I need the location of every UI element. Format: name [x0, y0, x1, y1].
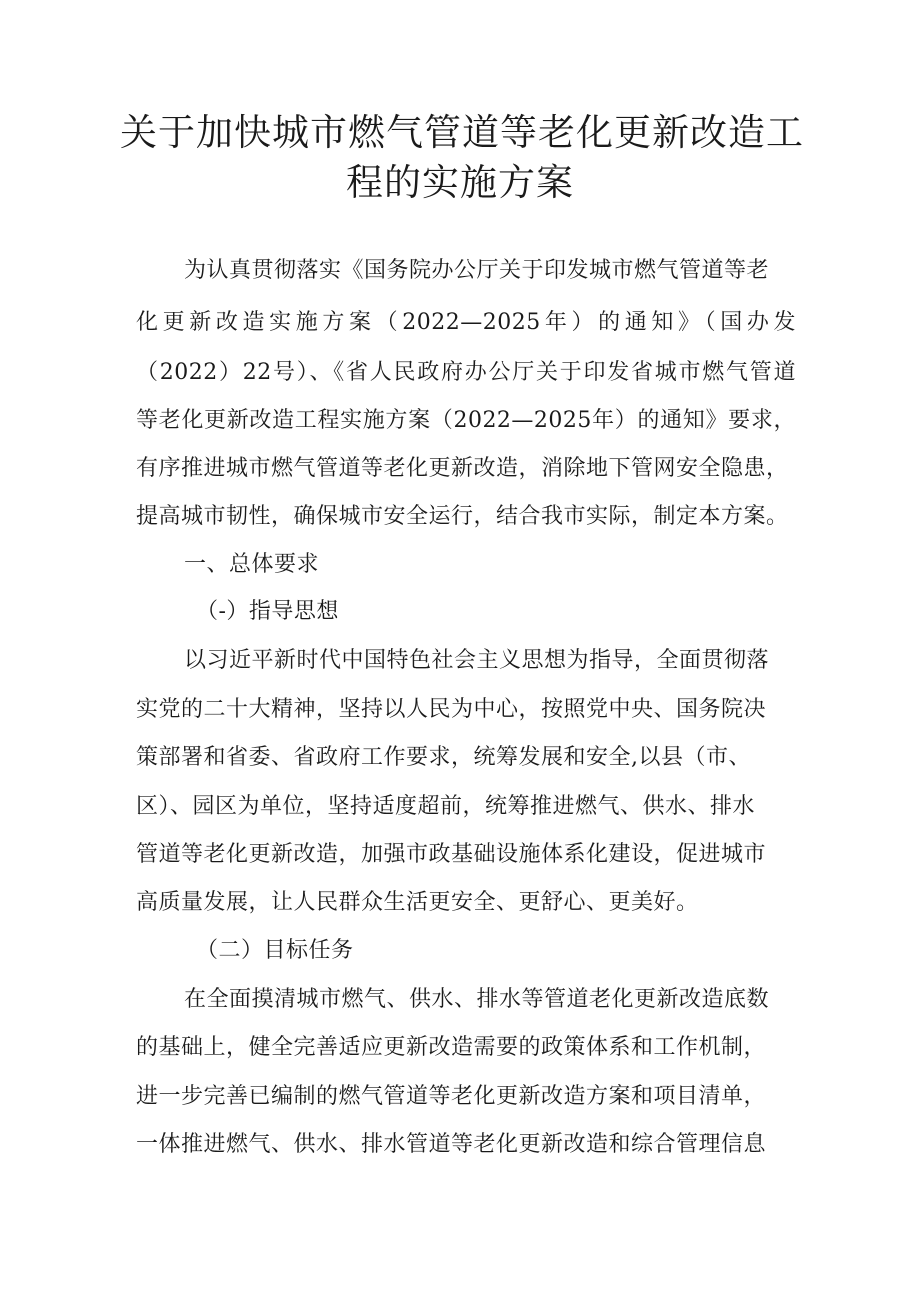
intro-line-5: 有序推进城市燃气管道等老化更新改造，消除地下管网安全隐患， — [136, 456, 789, 481]
guiding-line-4: 区）、园区为单位，坚持适度超前，统筹推进燃气、供水、排水 — [136, 794, 756, 819]
guiding-line-2: 实党的二十大精神，坚持以人民为中心，按照党中央、国务院决 — [136, 697, 767, 722]
guiding-line-1: 以习近平新时代中国特色社会主义思想为指导，全面贯彻落 — [184, 648, 770, 673]
goals-line-2: 的基础上，健全完善适应更新改造需要的政策体系和工作机制， — [136, 1035, 767, 1060]
goals-line-4: 一体推进燃气、供水、排水管道等老化更新改造和综合管理信息 — [136, 1132, 767, 1157]
guiding-line-3: 策部署和省委、省政府工作要求，统筹发展和安全,以县（市、 — [136, 745, 751, 770]
section-heading-overall-requirements: 一、总体要求 — [184, 552, 320, 577]
intro-line-3: （2022）22号）、《省人民政府办公厅关于印发省城市燃气管道 — [136, 360, 796, 385]
document-title-line-2: 程的实施方案 — [346, 161, 574, 204]
intro-line-1: 为认真贯彻落实《国务院办公厅关于印发城市燃气管道等老 — [184, 258, 770, 283]
intro-line-6: 提高城市韧性，确保城市安全运行，结合我市实际，制定本方案。 — [136, 504, 789, 529]
intro-line-4: 等老化更新改造工程实施方案（2022—2025年）的通知》要求， — [136, 408, 796, 433]
document-title-line-1: 关于加快城市燃气管道等老化更新改造工 — [120, 111, 804, 154]
goals-line-1: 在全面摸清城市燃气、供水、排水等管道老化更新改造底数 — [184, 987, 770, 1012]
subsection-heading-goals-tasks: （二）目标任务 — [196, 938, 354, 963]
goals-line-3: 进一步完善已编制的燃气管道等老化更新改造方案和项目清单， — [136, 1084, 767, 1109]
guiding-line-6: 高质量发展，让人民群众生活更安全、更舒心、更美好。 — [136, 890, 699, 915]
intro-line-2: 化更新改造实施方案（2022—2025年）的通知》（国办发 — [136, 310, 796, 335]
subsection-heading-guiding-thought: （-）指导思想 — [196, 599, 339, 624]
guiding-line-5: 管道等老化更新改造，加强市政基础设施体系化建设，促进城市 — [136, 842, 767, 867]
